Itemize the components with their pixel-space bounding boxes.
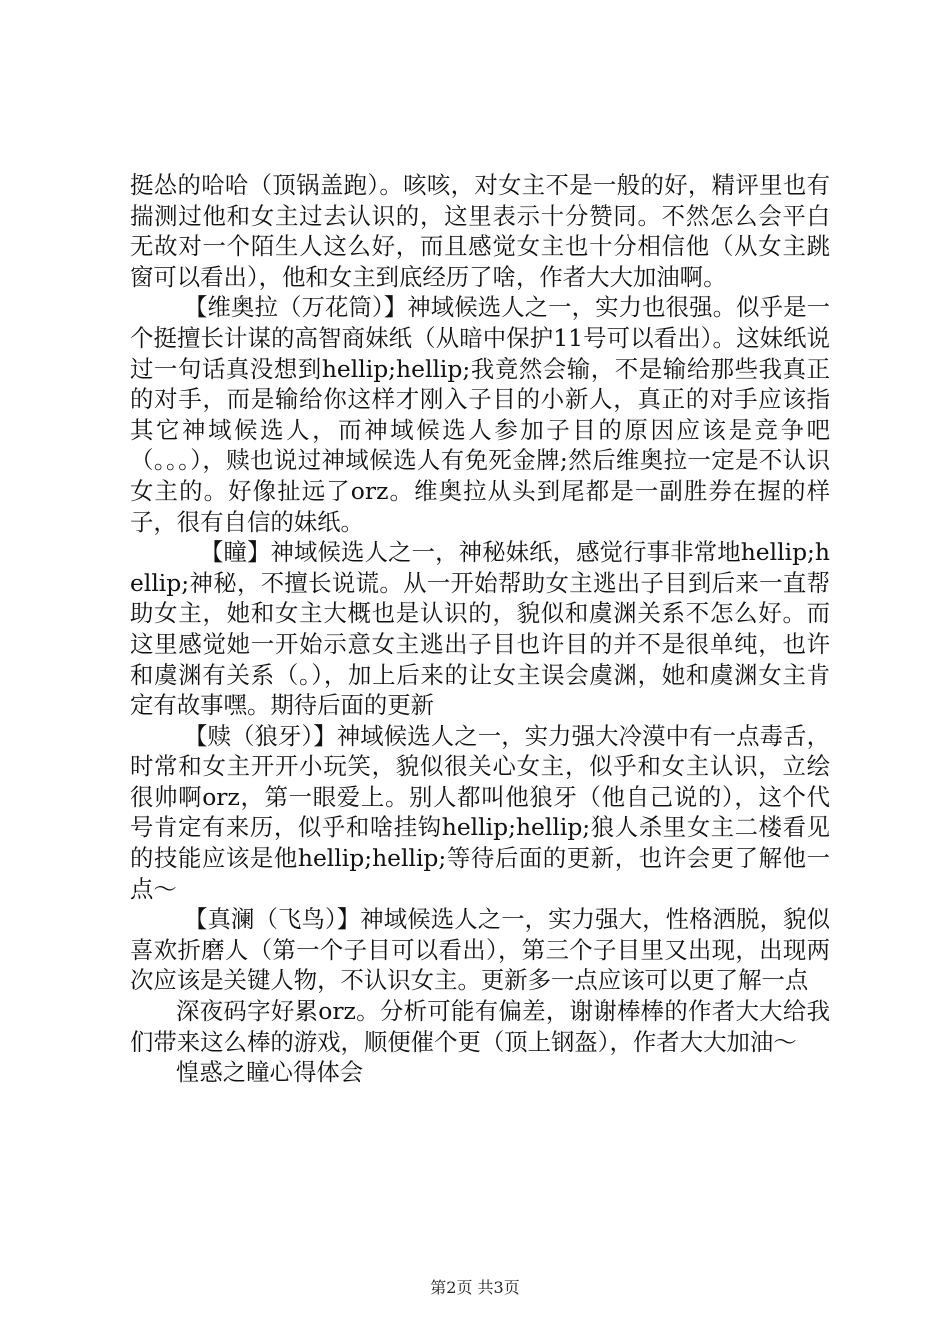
paragraph-viola: 【维奥拉（万花筒）】神域候选人之一，实力也很强。似乎是一个挺擅长计谋的高智商妹纸（从暗中保护11号可以看出）。这妹纸说过一句话真没想到hellip;hellip;我竟然会输，不是输给那些我真正的对手，而是输给你这样才刚入子目的小新人，真正的对手应该指其它神域候选人，而神域候选人参加子目的原因应该是竞争吧（。。。），赎也说过神域候选人有免死金牌;然后维奥拉一定是不认识女主的。好像扯远了orz。维奥拉从头到尾都是一副胜券在握的样子，很有自信的妹纸。 — [130, 293, 830, 536]
page-number-footer: 第2页 共3页 — [430, 1278, 520, 1297]
document-body — [130, 170, 830, 1088]
paragraph-intro: 挺怂的哈哈（顶锅盖跑）。咳咳，对女主不是一般的好，精评里也有揣测过他和女主过去认识的，这里表示十分赞同。不然怎么会平白无故对一个陌生人这么好，而且感觉女主也十分相信他（从女主跳窗可以看出），他和女主到底经历了啥，作者大大加油啊。 — [130, 171, 830, 291]
paragraph-zhenlan: 【真澜（飞鸟）】神域候选人之一，实力强大，性格洒脱，貌似喜欢折磨人（第一个子目可以看出），第三个子目里又出现，出现两次应该是关键人物，不认识女主。更新多一点应该可以更了解一点 — [130, 905, 830, 995]
paragraph-shu: 【赎（狼牙）】神域候选人之一，实力强大冷漠中有一点毒舌，时常和女主开开小玩笑，貌似很关心女主，似乎和女主认识，立绘很帅啊orz，第一眼爱上。别人都叫他狼牙（他自己说的），这个代号肯定有来历，似乎和啥挂钩hellip;hellip;狼人杀里女主二楼看见的技能应该是他hellip;hellip;等待后面的更新，也许会更了解他一点～ — [130, 721, 830, 903]
paragraph-tong: 【瞳】神域候选人之一，神秘妹纸，感觉行事非常地hellip;hellip;神秘，不擅长说谎。从一开始帮助女主逃出子目到后来一直帮助女主，她和女主大概也是认识的，貌似和虞渊关系不怎么好。而这里感觉她一开始示意女主逃出子目也许目的并不是很单纯，也许和虞渊有关系（。），加上后来的让女主误会虞渊，她和虞渊女主肯定有故事嘿。期待后面的更新 — [130, 538, 830, 720]
paragraph-closing: 深夜码字好累orz。分析可能有偏差，谢谢棒棒的作者大大给我们带来这么棒的游戏，顺便催个更（顶上钢盔），作者大大加油～ — [130, 997, 830, 1056]
paragraph-next-title: 惶惑之瞳心得体会 — [176, 1058, 364, 1087]
